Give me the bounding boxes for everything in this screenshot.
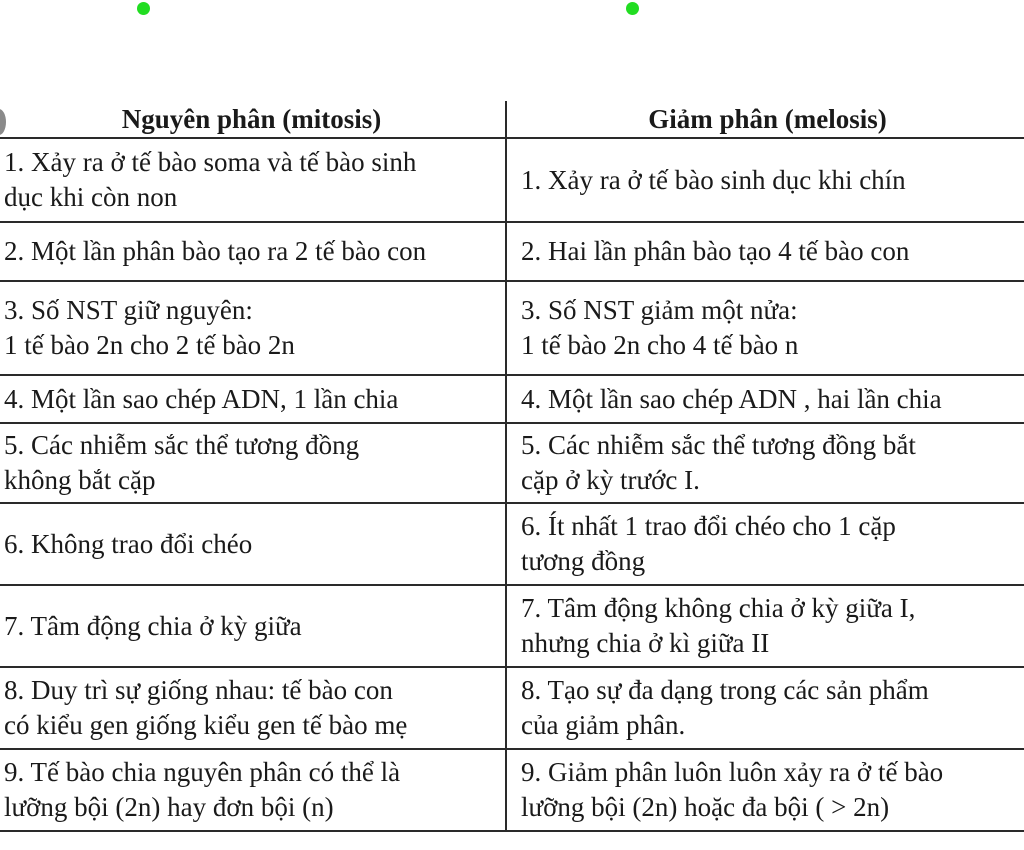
meiosis-cell: 7. Tâm động không chia ở kỳ giữa I, nhưng chia ở kì giữa II	[506, 585, 1024, 667]
mitosis-cell: 7. Tâm động chia ở kỳ giữa	[0, 585, 506, 667]
mitosis-cell: 8. Duy trì sự giống nhau: tế bào con có kiểu gen giống kiểu gen tế bào mẹ	[0, 667, 506, 749]
meiosis-cell: 3. Số NST giảm một nửa: 1 tế bào 2n cho 4 tế bào n	[506, 281, 1024, 375]
header-row	[0, 101, 1024, 138]
table-row	[0, 503, 1024, 585]
table-row	[0, 749, 1024, 831]
table-row	[0, 585, 1024, 667]
green-marker-dot-left	[137, 2, 150, 15]
header-meiosis: Giảm phân (melosis)	[506, 101, 1024, 138]
meiosis-cell: 1. Xảy ra ở tế bào sinh dục khi chín	[506, 138, 1024, 222]
green-marker-dot-right	[626, 2, 639, 15]
mitosis-meiosis-comparison-table	[0, 101, 1024, 832]
table-row	[0, 423, 1024, 503]
mitosis-cell: 9. Tế bào chia nguyên phân có thể là lưỡng bội (2n) hay đơn bội (n)	[0, 749, 506, 831]
mitosis-cell: 2. Một lần phân bào tạo ra 2 tế bào con	[0, 222, 506, 281]
table-row	[0, 375, 1024, 423]
mitosis-cell: 4. Một lần sao chép ADN, 1 lần chia	[0, 375, 506, 423]
table-row	[0, 667, 1024, 749]
table-row	[0, 138, 1024, 222]
meiosis-cell: 6. Ít nhất 1 trao đổi chéo cho 1 cặp tương đồng	[506, 503, 1024, 585]
meiosis-cell: 8. Tạo sự đa dạng trong các sản phẩm của giảm phân.	[506, 667, 1024, 749]
table-row	[0, 281, 1024, 375]
mitosis-cell: 3. Số NST giữ nguyên: 1 tế bào 2n cho 2 tế bào 2n	[0, 281, 506, 375]
meiosis-cell: 4. Một lần sao chép ADN , hai lần chia	[506, 375, 1024, 423]
mitosis-cell: 5. Các nhiễm sắc thể tương đồng không bắt cặp	[0, 423, 506, 503]
meiosis-cell: 9. Giảm phân luôn luôn xảy ra ở tế bào lưỡng bội (2n) hoặc đa bội ( > 2n)	[506, 749, 1024, 831]
meiosis-cell: 5. Các nhiễm sắc thể tương đồng bắt cặp ở kỳ trước I.	[506, 423, 1024, 503]
table-row	[0, 222, 1024, 281]
mitosis-cell: 6. Không trao đổi chéo	[0, 503, 506, 585]
mitosis-cell: 1. Xảy ra ở tế bào soma và tế bào sinh dục khi còn non	[0, 138, 506, 222]
meiosis-cell: 2. Hai lần phân bào tạo 4 tế bào con	[506, 222, 1024, 281]
header-mitosis: Nguyên phân (mitosis)	[0, 101, 506, 138]
